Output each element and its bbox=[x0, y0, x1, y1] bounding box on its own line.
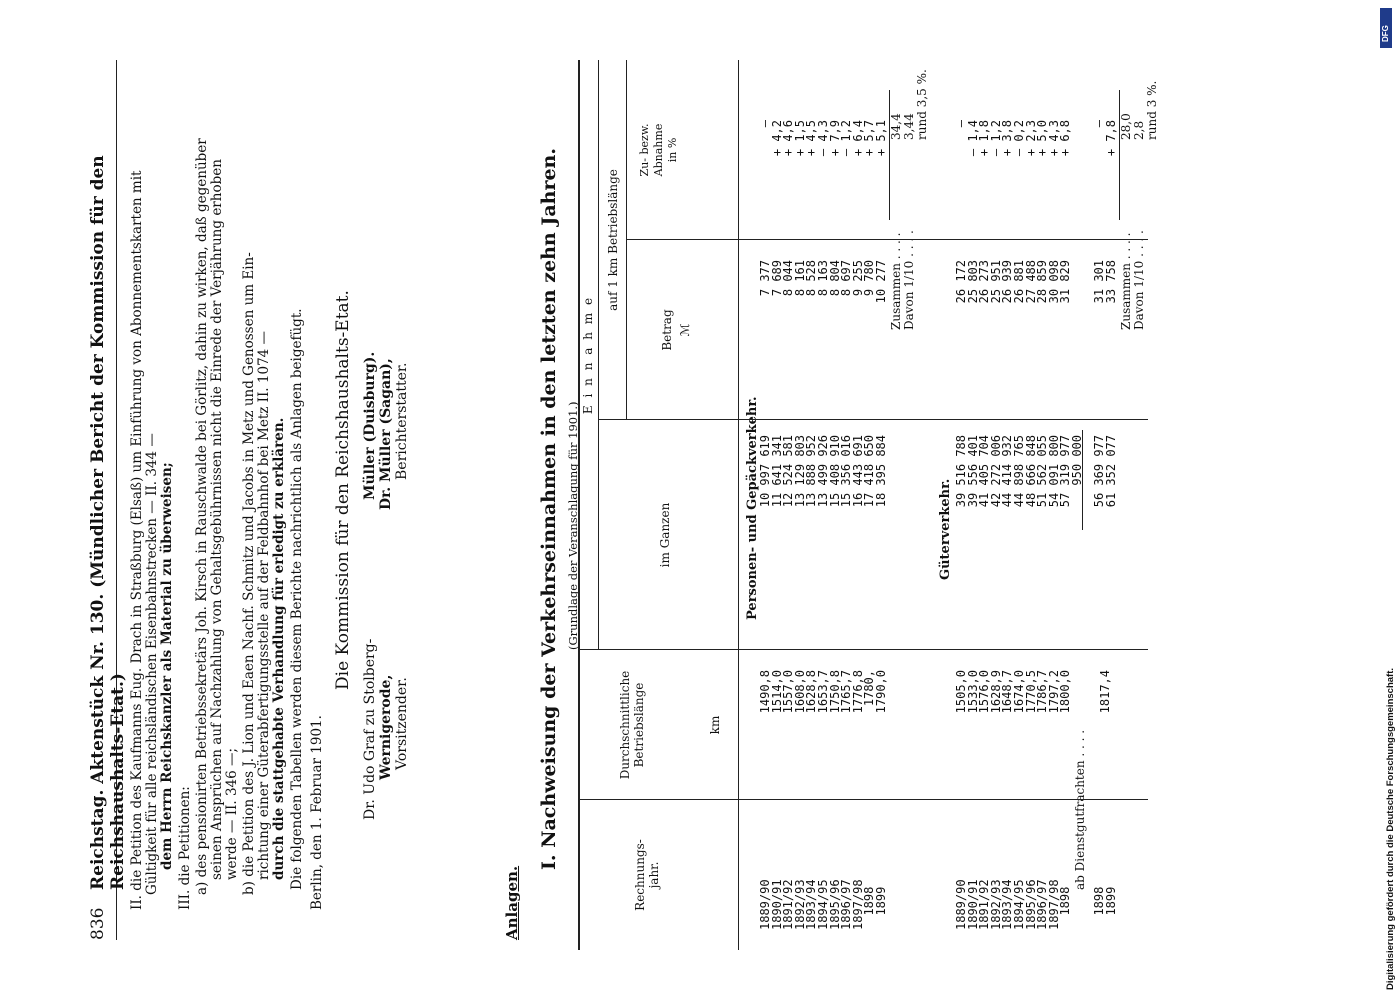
table-col-rule-1-body bbox=[738, 799, 1148, 800]
group-2-sum-values: 28,0 2,8 rund 3 %. bbox=[1119, 80, 1159, 140]
perkm-rule bbox=[626, 60, 627, 420]
digitization-credit: Digitalisierung gefördert durch die Deutsche Forschungsgemeinschaft. bbox=[1385, 668, 1396, 990]
group-1-change: — + 4,2 + 4,6 + 1,5 + 4,5 — 4,3 + 7,9 — 1,2 + 6,4 + 5,7 + 5,1 bbox=[758, 120, 888, 157]
dfg-logo-text: DFG bbox=[1381, 25, 1390, 42]
dfg-logo bbox=[1380, 8, 1392, 48]
paragraph-2-line-3: dem Herrn Reichskanzler als Material zu überweisen; bbox=[159, 462, 175, 870]
paragraph-3a-line-1: a) des pensionirten Betriebssekretärs Joh. Kirsch in Rauschwalde bei Görlitz, dahin zu wirken, daß gegenüber bbox=[194, 138, 210, 895]
section-subtitle: (Grundlage der Veranschlagung für 1901.) bbox=[566, 401, 580, 650]
group-1-betrag: 7 377 7 689 8 044 8 161 8 528 8 163 8 804 8 697 9 255 9 780 10 277 bbox=[758, 260, 888, 304]
col-length-header: Durchschnittliche Betriebslänge bbox=[618, 670, 646, 780]
group-1-lengths: 1490,8 1514,0 1557,0 1608,0 1628,8 1653,7 1750,8 1765,7 1776,8 1780, 1790,0 bbox=[758, 670, 888, 714]
col-perkm-header: auf 1 km Betriebslänge bbox=[606, 169, 620, 311]
paragraph-2-line-1: II. die Petition des Kaufmanns Eug. Drach in Straßburg (Elsaß) um Einführung von Abonnementskarten mit bbox=[129, 170, 145, 910]
signature-left-3: Vorsitzender. bbox=[394, 677, 410, 770]
group-2-change: — — 1,4 + 1,8 — 1,2 + 3,8 — 0,2 + 2,3 + 5,0 + 4,3 + 6,8 bbox=[954, 120, 1073, 157]
table-top-rule bbox=[578, 60, 580, 950]
paragraph-2-line-2: Gültigkeit für alle reichsländischen Eisenbahnstrecken — II. 344 — bbox=[144, 433, 160, 895]
page-header bbox=[86, 60, 128, 940]
group-2-final-betrag: 31 301 33 758 bbox=[1092, 260, 1118, 304]
group-2-totals: 39 516 788 39 556 401 41 405 704 42 272 006 44 414 932 44 898 765 48 666 848 51 562 055 54 091 800 57 319 977 950 000 bbox=[954, 435, 1084, 508]
table-col-rule-3-body bbox=[738, 419, 1148, 420]
signature-right-2: Dr. Müller (Sagan), bbox=[378, 358, 394, 510]
group-1-sum-values: 34,4 3,44 rund 3,5 %. bbox=[889, 69, 929, 140]
rotated-document-page bbox=[78, 50, 1348, 950]
signature-left-2: Wernigerode, bbox=[378, 674, 394, 780]
group-1-totals: 10 997 619 11 641 341 12 524 581 13 129 803 13 888 952 13 499 926 15 408 910 15 356 016 16 443 691 17 418 650 18 395 884 bbox=[758, 435, 888, 508]
col-einnahme-header: E i n n a h m e bbox=[581, 295, 595, 415]
paragraph-3b-line-1: b) die Petition des J. Lion und Eaen Nachf. Schmitz und Jacobs in Metz und Genossen um Ein- bbox=[241, 252, 257, 895]
col-length-unit: km bbox=[708, 715, 722, 735]
revenue-table bbox=[578, 50, 1278, 950]
group-2-final-totals: 56 369 977 61 352 077 bbox=[1092, 435, 1118, 508]
group-2-title: Güterverkehr. bbox=[938, 478, 953, 580]
col-total-header: im Ganzen bbox=[658, 502, 672, 568]
group-2-betrag: 26 172 25 803 26 273 25 951 26 939 26 881 27 488 28 859 30 098 31 829 bbox=[954, 260, 1073, 304]
group-2-final-change: — + 7,8 bbox=[1092, 120, 1118, 157]
anlagen-heading: Anlagen. bbox=[503, 865, 521, 940]
group-2-lengths: 1505,0 1533,0 1576,0 1628,9 1648,7 1674,0 1770,5 1786,7 1797,2 1800,0 bbox=[954, 670, 1073, 714]
paragraph-3-line-1: III. die Petitionen: bbox=[177, 786, 193, 910]
paragraph-4: Die folgenden Tabellen werden diesem Berichte nachrichtlich als Anlagen beigefügt. bbox=[289, 308, 305, 890]
group-2-deduction: ab Dienstgutfrachten . . . . bbox=[1073, 729, 1087, 890]
group-1-title: Personen- und Gepäckverkehr. bbox=[745, 396, 760, 620]
group-2-sum-label: Zusammen . . . . Davon 1/10 . . . . bbox=[1119, 230, 1146, 330]
signature-left-1: Dr. Udo Graf zu Stolberg- bbox=[362, 638, 378, 820]
group-1-sum-label: Zusammen . . . . Davon 1/10 . . . . bbox=[889, 230, 916, 330]
group-1-years: 1889/90 1890/91 1891/92 1892/93 1893/94 1894/95 1895/96 1896/97 1897/98 1898 1899 bbox=[758, 879, 888, 930]
header-bottom-rule bbox=[738, 60, 739, 950]
paragraph-3b-line-3: durch die stattgehabte Verhandlung für erledigt zu erklären. bbox=[271, 417, 287, 880]
group-2-subtotal-rule bbox=[1082, 430, 1083, 530]
table-col-rule-4-body bbox=[738, 239, 1148, 240]
col-year-header: Rechnungs- jahr. bbox=[633, 839, 661, 911]
paragraph-3a-line-3: werde — II. 346 —; bbox=[224, 747, 240, 880]
signature-right-3: Berichterstatter. bbox=[394, 362, 410, 480]
section-title: I. Nachweisung der Verkehrseinnahmen in den letzten zehn Jahren. bbox=[538, 148, 560, 870]
paragraph-3a-line-2: seinen Ansprüchen auf Nachzahlung von Gehaltsgebührnissen nicht die Einrede der Verjährung erhoben bbox=[209, 159, 225, 880]
col-betrag-header: Betrag bbox=[660, 309, 674, 351]
group-2-years: 1889/90 1890/91 1891/92 1892/93 1893/94 1894/95 1895/96 1896/97 1897/98 1898 bbox=[954, 879, 1073, 930]
table-col-rule-2-body bbox=[738, 649, 1148, 650]
col-betrag-unit: ℳ bbox=[678, 323, 692, 337]
group-2-final-years: 1898 1899 bbox=[1092, 886, 1118, 916]
group-2-final-length: 1817,4 bbox=[1098, 670, 1112, 714]
paragraph-3b-line-2: richtung einer Güterabfertigungsstelle auf der Feldbahnhof bei Metz II. 1074 — bbox=[256, 330, 272, 880]
einnahme-rule bbox=[598, 60, 599, 650]
page-number: 836 bbox=[88, 907, 108, 940]
commission-line: Die Kommission für den Reichshaushalts-Etat. bbox=[333, 290, 353, 690]
date-line: Berlin, den 1. Februar 1901. bbox=[309, 715, 325, 910]
col-change-header: Zu- bezw. Abnahme in % bbox=[638, 123, 679, 177]
page-title: Reichstag. Aktenstück Nr. 130. (Mündlicher Bericht der Kommission für den Reichshaushalts-Etat.) bbox=[88, 155, 128, 890]
signature-right-1: Müller (Duisburg). bbox=[362, 351, 378, 500]
